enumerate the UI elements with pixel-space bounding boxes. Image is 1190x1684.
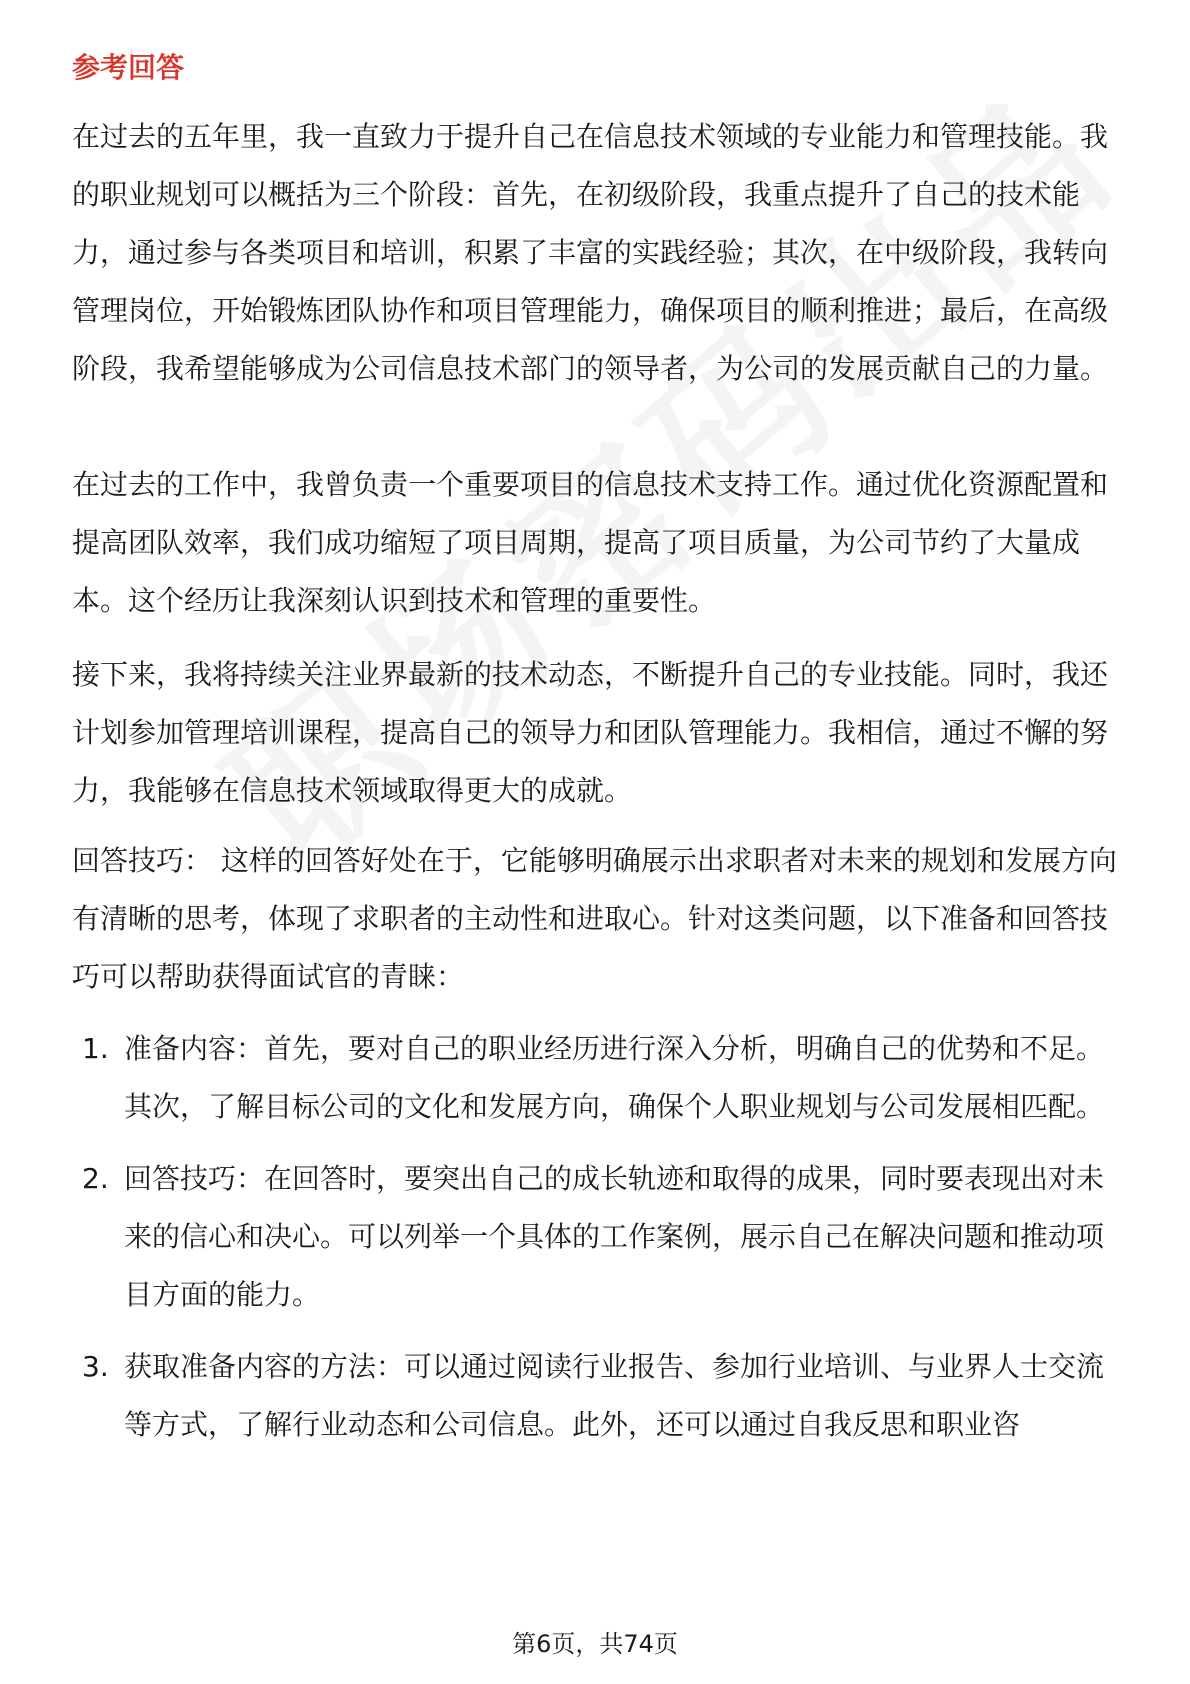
list-item-text: 获取准备内容的方法：可以通过阅读行业报告、参加行业培训、与业界人士交流等方式，了解行业动态和公司信息。此外，还可以通过自我反思和职业咨 xyxy=(124,1350,1105,1441)
list-number: 1. xyxy=(82,1032,109,1065)
list-number: 3. xyxy=(82,1350,109,1383)
list-item-text: 回答技巧：在回答时，要突出自己的成长轨迹和取得的成果，同时要表现出对未来的信心和决心。可以列举一个具体的工作案例，展示自己在解决问题和推动项目方面的能力。 xyxy=(124,1162,1105,1311)
paragraph-career-plan: 在过去的五年里，我一直致力于提升自己在信息技术领域的专业能力和管理技能。我的职业规划可以概括为三个阶段：首先，在初级阶段，我重点提升了自己的技术能力，通过参与各类项目和培训，积累了丰富的实践经验；其次，在中级阶段，我转向管理岗位，开始锻炼团队协作和项目管理能力，确保项目的顺利推进；最后，在高级阶段，我希望能够成为公司信息技术部门的领导者，为公司的发展贡献自己的力量。 xyxy=(72,120,1109,385)
list-item xyxy=(72,1020,1122,1136)
page-number: 第6页，共74页 xyxy=(512,1630,678,1658)
list-item-text: 准备内容：首先，要对自己的职业经历进行深入分析，明确自己的优势和不足。其次，了解目标公司的文化和发展方向，确保个人职业规划与公司发展相匹配。 xyxy=(124,1032,1105,1123)
list-number: 2. xyxy=(82,1162,109,1195)
paragraph-past-work: 在过去的工作中，我曾负责一个重要项目的信息技术支持工作。通过优化资源配置和提高团队效率，我们成功缩短了项目周期，提高了项目质量，为公司节约了大量成本。这个经历让我深刻认识到技术和管理的重要性。 xyxy=(72,468,1109,617)
section-title: 参考回答 xyxy=(72,51,185,84)
list-item xyxy=(72,1338,1122,1454)
paragraph-answer-tips: 回答技巧： 这样的回答好处在于，它能够明确展示出求职者对未来的规划和发展方向有清晰的思考，体现了求职者的主动性和进取心。针对这类问题，以下准备和回答技巧可以帮助获得面试官的青睐： xyxy=(72,844,1117,993)
paragraph-next-steps: 接下来，我将持续关注业界最新的技术动态，不断提升自己的专业技能。同时，我还计划参加管理培训课程，提高自己的领导力和团队管理能力。我相信，通过不懈的努力，我能够在信息技术领域取得更大的成就。 xyxy=(72,658,1109,807)
tips-list xyxy=(72,1020,1122,1454)
list-item xyxy=(72,1150,1122,1324)
